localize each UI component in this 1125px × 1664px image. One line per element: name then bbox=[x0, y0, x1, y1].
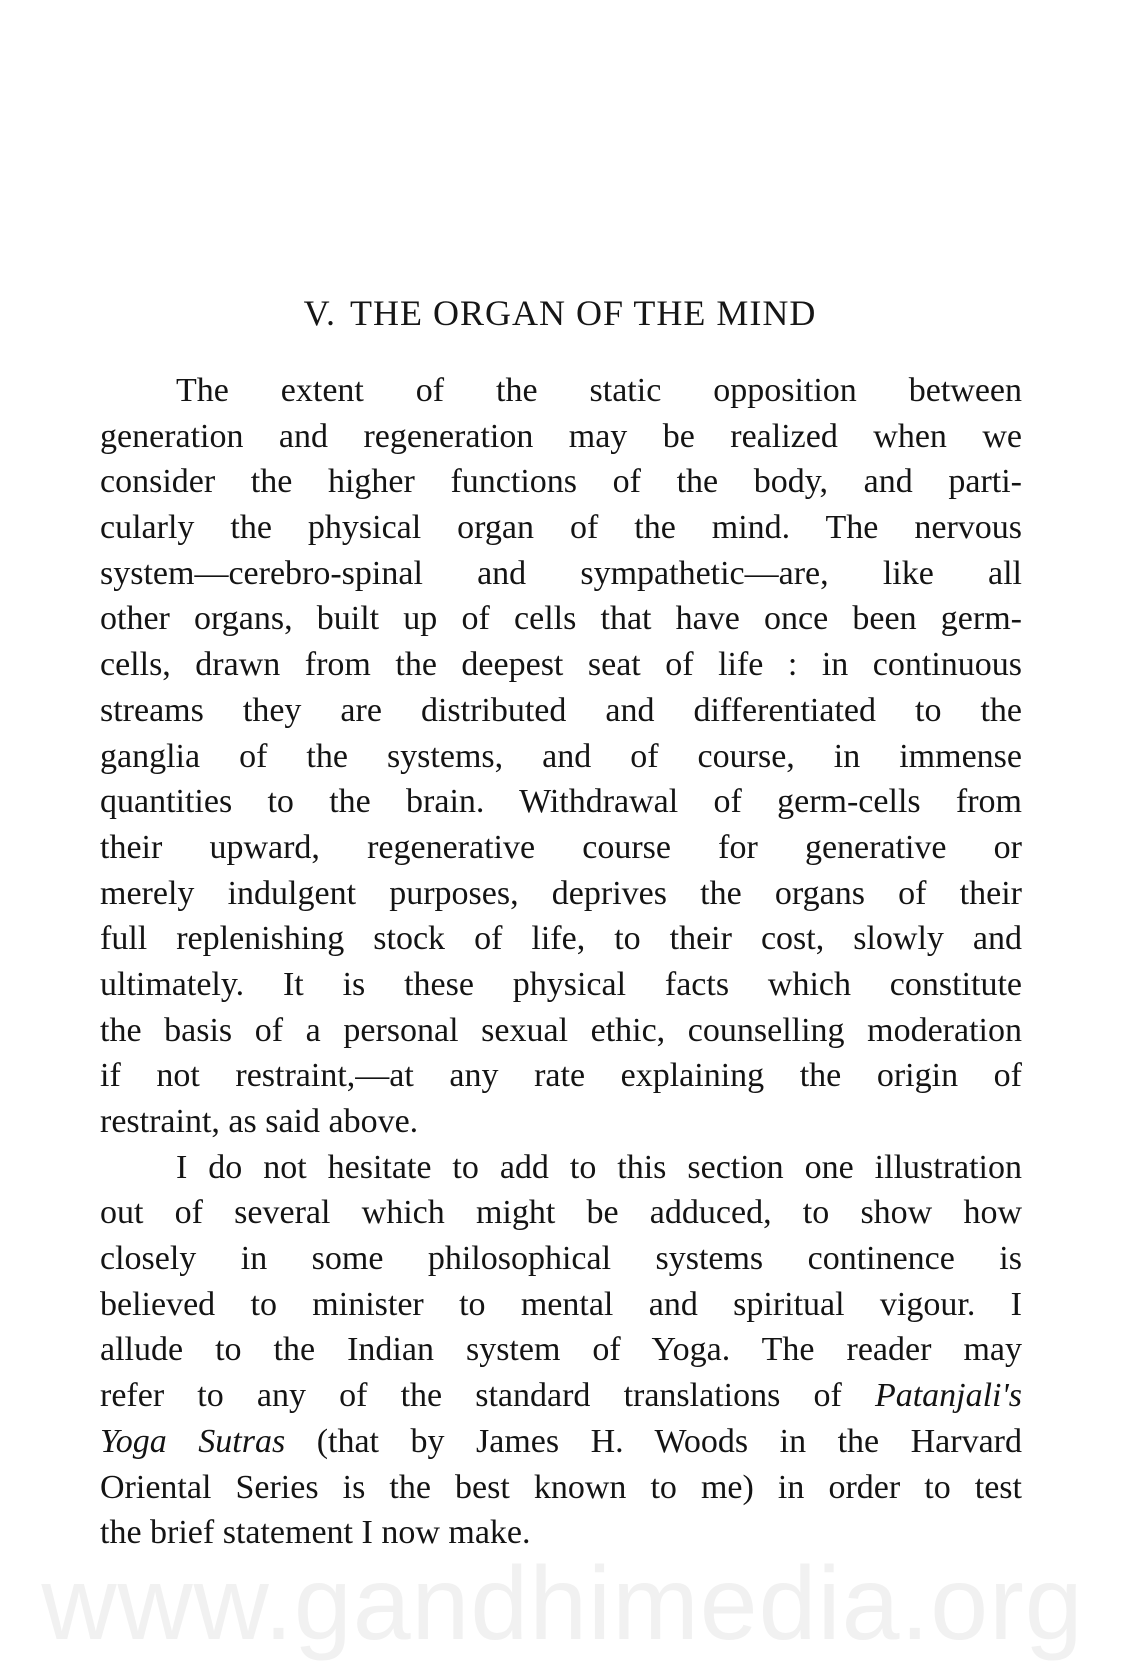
paragraph-1-line: system—cerebro-spinal and sympathetic—are, like all bbox=[100, 554, 1022, 592]
paragraph-2-line: closely in some philosophical systems continence is bbox=[100, 1240, 1022, 1278]
paragraph-1-line: cularly the physical organ of the mind. The nervous bbox=[100, 509, 1022, 547]
paragraph-1-line: cells, drawn from the deepest seat of life : in continuous bbox=[100, 646, 1022, 684]
paragraph-2-line bbox=[100, 1373, 1022, 1419]
paragraph-1-line: The extent of the static opposition between bbox=[176, 372, 1022, 409]
paragraph-1-line: if not restraint,—at any rate explaining the origin of bbox=[100, 1057, 1022, 1095]
paragraph-2-line: the brief statement I now make. bbox=[100, 1514, 531, 1552]
paragraph-1-line: other organs, built up of cells that have once been germ- bbox=[100, 600, 1022, 638]
paragraph-1-line: full replenishing stock of life, to their cost, slowly and bbox=[100, 920, 1022, 958]
paragraph-1-line: restraint, as said above. bbox=[100, 1103, 419, 1140]
paragraph-1-line: streams they are distributed and differentiated to the bbox=[100, 691, 1022, 729]
paragraph-1-line: quantities to the brain. Withdrawal of germ-cells from bbox=[100, 783, 1022, 821]
work-author-italic: Patanjali's bbox=[874, 1377, 1022, 1415]
paragraph-1-line: ganglia of the systems, and of course, in immense bbox=[100, 737, 1022, 775]
paragraph-1-line: consider the higher functions of the body, and parti- bbox=[100, 463, 1022, 501]
paragraph-1-line: merely indulgent purposes, deprives the organs of their bbox=[100, 874, 1022, 912]
paragraph-2-line: Oriental Series is the best known to me) in order to test bbox=[100, 1468, 1022, 1506]
paragraph-1-line: their upward, regenerative course for generative or bbox=[100, 828, 1022, 866]
paragraph-1-line: ultimately. It is these physical facts which constitute bbox=[100, 965, 1022, 1003]
paragraph-1-line: the basis of a personal sexual ethic, counselling moderation bbox=[100, 1011, 1022, 1049]
watermark: www.gandhimedia.org bbox=[41, 1546, 1084, 1662]
chapter-title: THE ORGAN OF THE MIND bbox=[350, 293, 817, 333]
paragraph-2-line: I do not hesitate to add to this section one illustration bbox=[176, 1148, 1022, 1186]
chapter-heading bbox=[100, 292, 1020, 334]
paragraph-2-line: believed to minister to mental and spiritual vigour. I bbox=[100, 1285, 1022, 1323]
paragraph-2-text: refer to any of the standard translations of bbox=[100, 1377, 875, 1415]
paragraph-2-text: (that by James H. Woods in the Harvard bbox=[285, 1422, 1022, 1460]
body-text bbox=[100, 368, 1022, 1556]
paragraph-2-line: out of several which might be adduced, to show how bbox=[100, 1194, 1022, 1232]
paragraph-1-line: generation and regeneration may be realized when we bbox=[100, 417, 1022, 455]
work-title-italic: Yoga Sutras bbox=[100, 1422, 286, 1460]
chapter-number: V. bbox=[303, 293, 337, 333]
paragraph-2-line: allude to the Indian system of Yoga. The reader may bbox=[100, 1331, 1022, 1369]
paragraph-2-line bbox=[100, 1419, 1022, 1465]
